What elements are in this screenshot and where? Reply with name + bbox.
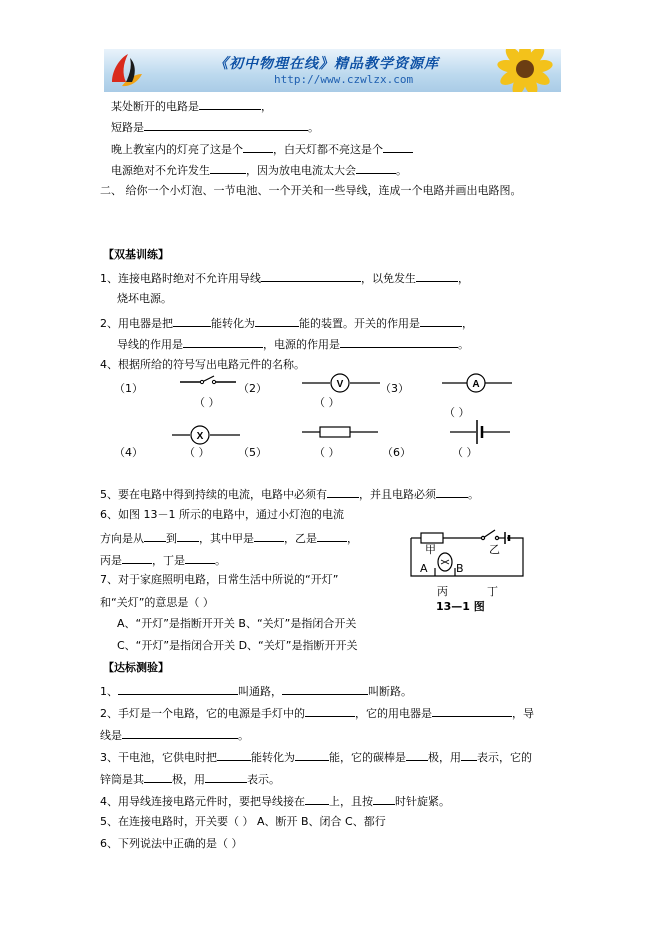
- blank: [295, 749, 329, 761]
- banner-title: 《初中物理在线》精品教学资源库: [214, 56, 439, 72]
- blank: [373, 793, 395, 805]
- question-7: 7、对于家庭照明电路，日常生活中所说的“开灯”: [100, 573, 339, 586]
- battery-symbol: [448, 418, 512, 446]
- resistor-symbol: [300, 424, 380, 440]
- test-question-1: 1、 叫通路， 叫断路。: [100, 685, 412, 698]
- question-1: 1、连接电路时绝对不允许用导线 ，以免发生 ，: [100, 272, 469, 285]
- question-2: 二、 给你一个小灯泡、一节电池、一个开关和一些导线，连成一个电路并画出电路图。: [100, 184, 522, 197]
- symbol-label-5: （5）: [238, 446, 267, 459]
- blank: [436, 486, 468, 498]
- question-6-cont2: 丙是 ，丁是 。: [100, 554, 226, 567]
- blank: [282, 683, 368, 695]
- test-question-2: 2、手灯是一个电路，它的电源是手灯中的 ，它的用电器是 ，导: [100, 707, 534, 720]
- lamp-symbol: [170, 424, 242, 446]
- fig-label-b: B: [456, 562, 464, 575]
- sunflower-icon: [485, 49, 555, 92]
- blank: [406, 749, 428, 761]
- answer-paren-5: （ ）: [314, 446, 340, 459]
- banner-url: http://www.czwlzx.com: [274, 73, 414, 86]
- fill-line: 某处断开的电路是 ，: [111, 100, 272, 113]
- test-question-3: 3、干电池，它供电时把 能转化为 能，它的碳棒是 极，用 表示，它的: [100, 751, 532, 764]
- blank: [144, 119, 308, 131]
- answer-paren-6: （ ）: [452, 446, 478, 459]
- blank: [243, 141, 273, 153]
- fig-caption: 13—1 图: [436, 600, 485, 613]
- logo-icon: [108, 52, 144, 89]
- header-banner: [104, 49, 561, 92]
- ammeter-symbol: [440, 372, 514, 394]
- question-2: 2、用电器是把 能转化为 能的装置。开关的作用是 ，: [100, 317, 473, 330]
- answer-paren-2: （ ）: [314, 396, 340, 409]
- question-7-option-ab: A、“开灯”是指断开开关 B、“关灯”是指闭合开关: [117, 617, 357, 630]
- symbol-label-4: （4）: [114, 446, 143, 459]
- blank: [432, 705, 512, 717]
- answer-paren-4: （ ）: [184, 446, 210, 459]
- blank: [210, 162, 246, 174]
- symbol-label-1: （1）: [114, 382, 143, 395]
- blank: [261, 270, 361, 282]
- question-6: 6、如图 13－1 所示的电路中，通过小灯泡的电流: [100, 508, 344, 521]
- blank: [217, 749, 251, 761]
- fig-label-jia: 甲: [425, 543, 436, 556]
- blank: [144, 771, 172, 783]
- voltmeter-symbol: [300, 372, 382, 394]
- blank: [356, 162, 396, 174]
- fill-line: 短路是 。: [111, 121, 319, 134]
- test-question-6: 6、下列说法中正确的是（ ）: [100, 837, 243, 850]
- question-1-cont: 烧坏电源。: [117, 292, 172, 305]
- question-7-option-cd: C、“开灯”是指闭合开关 D、“关灯”是指断开开关: [117, 639, 358, 652]
- blank: [255, 315, 299, 327]
- section-heading-test: 【达标测验】: [103, 661, 169, 674]
- blank: [122, 552, 152, 564]
- switch-symbol: [178, 372, 238, 388]
- blank: [199, 98, 261, 110]
- blank: [183, 336, 263, 348]
- test-question-3-cont: 锌筒是其 极，用 表示。: [100, 773, 280, 786]
- blank: [118, 683, 238, 695]
- question-6-cont: 方向是从 到 ，其中甲是 ，乙是 ，: [100, 532, 358, 545]
- blank: [383, 141, 413, 153]
- test-question-4: 4、用导线连接电路元件时，要把导线接在 上，且按 时针旋紧。: [100, 795, 450, 808]
- blank: [317, 530, 347, 542]
- question-4: 4、根据所给的符号写出电路元件的名称。: [100, 358, 305, 371]
- fig-label-a: A: [420, 562, 428, 575]
- blank: [254, 530, 284, 542]
- meter-a-label: A: [472, 379, 480, 390]
- blank: [185, 552, 215, 564]
- blank: [177, 530, 199, 542]
- blank: [122, 727, 238, 739]
- blank: [461, 749, 477, 761]
- section-heading-basic: 【双基训练】: [103, 248, 169, 261]
- question-5: 5、要在电路中得到持续的电流，电路中必须有 ，并且电路必须 。: [100, 488, 479, 501]
- answer-paren-3: （ ）: [444, 406, 470, 419]
- blank: [305, 705, 355, 717]
- fig-label-yi: 乙: [489, 543, 500, 556]
- blank: [327, 486, 359, 498]
- fig-label-bing: 丙: [437, 585, 448, 598]
- symbol-label-3: （3）: [380, 382, 409, 395]
- lamp-x-label: X: [196, 431, 204, 442]
- test-question-2-cont: 线是 。: [100, 729, 249, 742]
- blank: [173, 315, 211, 327]
- blank: [420, 315, 462, 327]
- symbol-label-2: （2）: [238, 382, 267, 395]
- symbol-label-6: （6）: [382, 446, 411, 459]
- question-2-cont: 导线的作用是 ，电源的作用是 。: [117, 338, 469, 351]
- blank: [305, 793, 329, 805]
- blank: [205, 771, 247, 783]
- meter-v-label: V: [336, 379, 344, 390]
- answer-paren-1: （ ）: [194, 396, 220, 409]
- blank: [340, 336, 458, 348]
- fig-label-ding: 丁: [487, 585, 498, 598]
- question-7-cont: 和“关灯”的意思是（ ）: [100, 596, 214, 609]
- blank: [416, 270, 458, 282]
- fill-line: 电源绝对不允许发生 ，因为放电电流太大会 。: [111, 164, 407, 177]
- fill-line: 晚上教室内的灯亮了这是个 ，白天灯都不亮这是个: [111, 141, 413, 157]
- blank: [144, 530, 166, 542]
- test-question-5: 5、在连接电路时，开关要（ ） A、断开 B、闭合 C、都行: [100, 815, 386, 828]
